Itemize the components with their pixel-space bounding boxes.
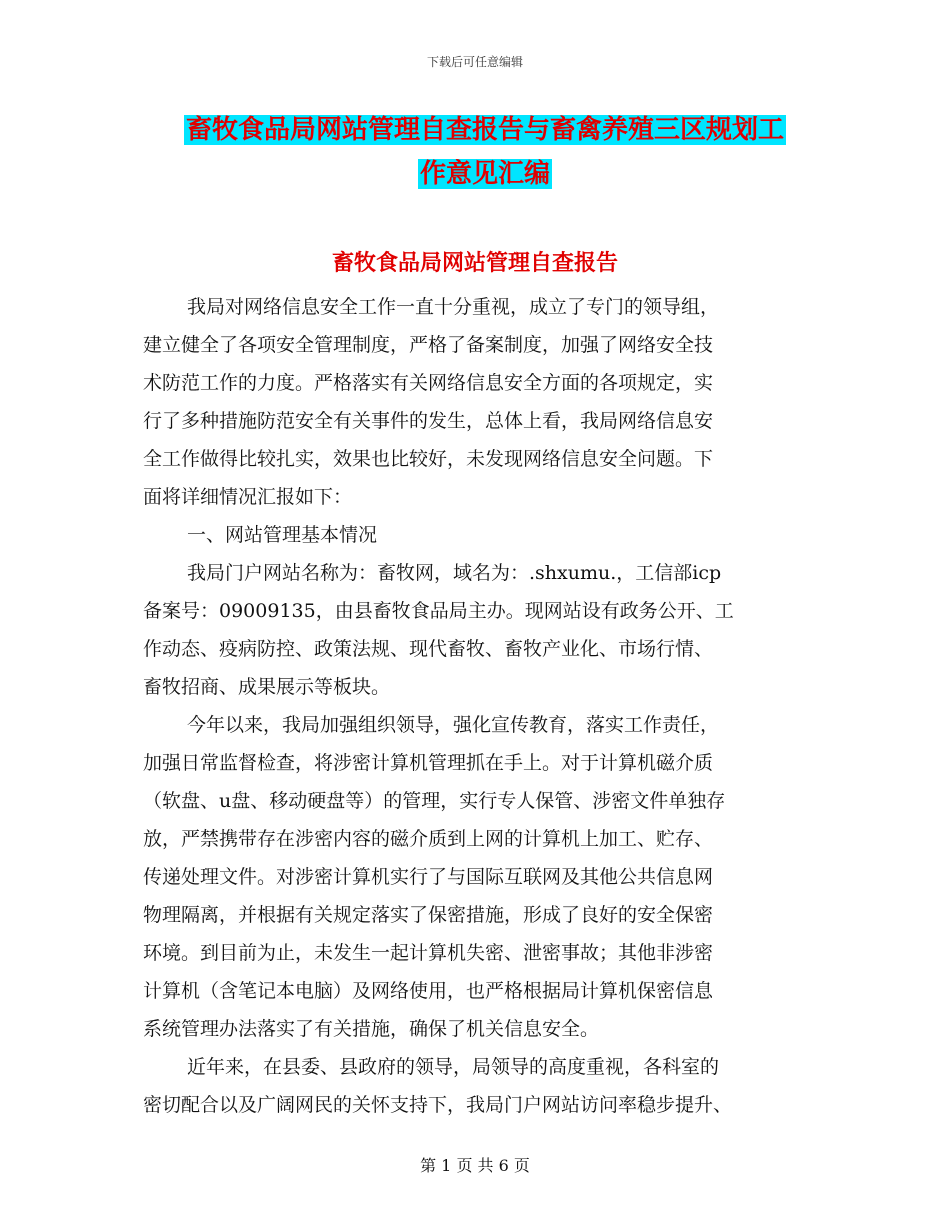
body-line: 畜牧招商、成果展示等板块。 [143,676,391,698]
section-title: 畜牧食品局网站管理自查报告 [331,251,618,276]
body-line: 术防范工作的力度。严格落实有关网络信息安全方面的各项规定，实 [143,372,714,394]
body-line: 放，严禁携带存在涉密内容的磁介质到上网的计算机上加工、贮存、 [143,828,714,850]
body-line: 物理隔离，并根据有关规定落实了保密措施，形成了良好的安全保密 [143,904,714,926]
body-line: 传递处理文件。对涉密计算机实行了与国际互联网及其他公共信息网 [143,866,714,888]
body-line: 计算机（含笔记本电脑）及网络使用，也严格根据局计算机保密信息 [143,980,714,1002]
body-line: 加强日常监督检查，将涉密计算机管理抓在手上。对于计算机磁介质 [143,752,714,774]
header-note: 下载后可任意编辑 [426,55,523,69]
body-line: 备案号：09009135，由县畜牧食品局主办。现网站设有政务公开、工 [143,600,734,622]
body-line: 系统管理办法落实了有关措施，确保了机关信息安全。 [143,1018,600,1040]
body-line: 我局对网络信息安全工作一直十分重视，成立了专门的领导组， [187,296,720,318]
title-highlight-1: 畜牧食品局网站管理自查报告与畜禽养殖三区规划工 [185,115,784,145]
body-line: 建立健全了各项安全管理制度，严格了备案制度，加强了网络安全技 [143,334,714,356]
body-line: 我局门户网站名称为：畜牧网，域名为：.shxumu.，工信部icp [187,562,722,584]
body-line: 今年以来，我局加强组织领导，强化宣传教育，落实工作责任， [187,714,720,736]
section-heading: 一、网站管理基本情况 [187,524,378,546]
body-line: 行了多种措施防范安全有关事件的发生，总体上看，我局网络信息安 [143,410,714,432]
document-body [143,288,809,1124]
document-title-line-2 [160,148,810,200]
body-line: 作动态、疫病防控、政策法规、现代畜牧、畜牧产业化、市场行情、 [143,638,714,660]
body-line: 环境。到目前为止，未发生一起计算机失密、泄密事故；其他非涉密 [143,942,714,964]
page-footer: 第 1 页 共 6 页 [420,1156,530,1175]
body-line: （软盘、u盘、移动硬盘等）的管理，实行专人保管、涉密文件单独存 [143,790,726,812]
body-line: 面将详细情况汇报如下： [143,486,353,508]
body-line: 密切配合以及广阔网民的关怀支持下，我局门户网站访问率稳步提升、 [143,1094,733,1116]
body-line: 全工作做得比较扎实，效果也比较好，未发现网络信息安全问题。下 [143,448,714,470]
title-highlight-2: 作意见汇编 [419,159,550,189]
body-line: 近年来，在县委、县政府的领导，局领导的高度重视，各科室的 [187,1056,720,1078]
